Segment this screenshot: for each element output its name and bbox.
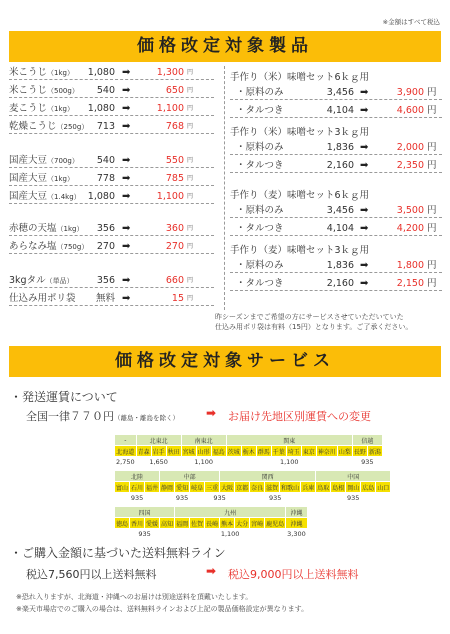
old-price: 3,456 xyxy=(326,87,354,98)
prefecture-cell: 岐阜 xyxy=(190,482,205,493)
shipping-change: お届け先地区別運賃への変更 xyxy=(228,410,371,423)
yen-unit: 円 xyxy=(427,223,437,234)
arrow-right-icon: ➡ xyxy=(122,223,131,234)
prefecture-cell: 兵庫 xyxy=(301,482,316,493)
product-name xyxy=(9,275,74,287)
prefecture-cell: 奈良 xyxy=(250,482,265,493)
set-row xyxy=(230,87,440,99)
prefecture-cell: 福井 xyxy=(145,482,160,493)
product-size: （750g） xyxy=(56,243,89,251)
new-price: 1,100 xyxy=(156,191,184,202)
arrow-right-icon: ➡ xyxy=(360,160,369,171)
product-size: （単品） xyxy=(45,277,74,285)
row-divider xyxy=(230,117,442,118)
price-cell: 1,650 xyxy=(136,457,181,468)
right-product-list xyxy=(230,0,445,320)
yen-unit: 円 xyxy=(427,278,437,289)
set-row xyxy=(230,260,440,272)
product-name xyxy=(9,155,79,167)
old-price: 1,836 xyxy=(326,142,354,153)
prefecture-cell: 広島 xyxy=(361,482,376,493)
prefecture-cell: 福島 xyxy=(211,446,226,457)
prefecture-cell: 埼玉 xyxy=(286,446,301,457)
row-divider xyxy=(230,99,442,100)
old-price: 1,080 xyxy=(87,67,115,78)
product-size: （700g） xyxy=(47,157,79,165)
product-size: （1kg） xyxy=(47,69,74,77)
product-name-text: 乾燥こうじ xyxy=(9,121,57,132)
left-product-list xyxy=(9,0,219,320)
yen-unit: 円 xyxy=(187,69,194,76)
prefecture-cell: 和歌山 xyxy=(280,482,301,493)
product-name xyxy=(9,223,83,235)
old-price: 270 xyxy=(96,241,115,252)
row-divider xyxy=(9,235,214,236)
shipping-current xyxy=(26,408,179,424)
row-divider xyxy=(9,167,214,168)
row-divider xyxy=(9,253,214,254)
arrow-right-icon: ➡ xyxy=(122,191,131,202)
prefecture-cell: 滋賀 xyxy=(265,482,280,493)
row-divider xyxy=(230,172,442,173)
product-name-text: 国産大豆 xyxy=(9,155,48,166)
prefecture-cell: 長野 xyxy=(352,446,367,457)
product-size: （1kg） xyxy=(47,175,74,183)
old-price: 3,456 xyxy=(326,205,354,216)
yen-unit: 円 xyxy=(187,277,194,284)
product-row xyxy=(9,155,209,167)
product-name-text: あらなみ塩 xyxy=(9,241,57,252)
arrow-right-icon: ➡ xyxy=(122,85,131,96)
bag-footnote-2: 仕込み用ポリ袋は有料（15円）となります。ご了承ください。 xyxy=(215,323,413,331)
product-name-text: 仕込み用ポリ袋 xyxy=(9,293,76,304)
product-row xyxy=(9,85,209,97)
prefecture-cell: 宮城 xyxy=(181,446,196,457)
region-cell: 関西 xyxy=(220,471,316,482)
old-price: 778 xyxy=(96,173,115,184)
product-row xyxy=(9,241,209,253)
set-row xyxy=(230,223,440,235)
prefecture-cell: 栃木 xyxy=(241,446,256,457)
product-row xyxy=(9,191,209,203)
row-divider xyxy=(230,272,442,273)
free-shipping-title: ・ご購入金額に基づいた送料無料ライン xyxy=(10,546,226,560)
region-cell: - xyxy=(115,435,137,446)
yen-unit: 円 xyxy=(187,243,194,250)
shipping-arrow-icon: ➡ xyxy=(206,406,217,420)
new-price: 3,900 xyxy=(396,87,424,98)
set-option: ・原料のみ xyxy=(236,87,284,98)
prefecture-cell: 岡山 xyxy=(346,482,361,493)
price-cell: 935 xyxy=(205,493,235,504)
prefecture-cell: 山形 xyxy=(196,446,211,457)
shipping-table-1 xyxy=(114,434,383,468)
product-row xyxy=(9,121,209,133)
new-price: 2,150 xyxy=(396,278,424,289)
prefecture-cell: 千葉 xyxy=(271,446,286,457)
row-divider xyxy=(9,133,214,134)
price-cell: 935 xyxy=(316,493,391,504)
prefecture-cell: 大阪 xyxy=(220,482,235,493)
new-price: 550 xyxy=(165,155,184,166)
product-row xyxy=(9,103,209,115)
yen-unit: 円 xyxy=(187,225,194,232)
old-price: 356 xyxy=(96,223,115,234)
row-divider xyxy=(230,290,442,291)
yen-unit: 円 xyxy=(187,123,194,130)
prefecture-cell: 大分 xyxy=(235,518,250,529)
new-price: 1,800 xyxy=(396,260,424,271)
new-price: 650 xyxy=(165,85,184,96)
prefecture-cell: 富山 xyxy=(115,482,130,493)
prefecture-cell: 宮崎 xyxy=(250,518,265,529)
prefecture-cell: 愛知 xyxy=(175,482,190,493)
set-option: ・原料のみ xyxy=(236,260,284,271)
tax-note: ※金額はすべて税込 xyxy=(382,18,440,26)
price-cell: 935 xyxy=(160,493,205,504)
region-cell: 北東北 xyxy=(136,435,181,446)
product-row xyxy=(9,293,209,305)
prefecture-cell: 京都 xyxy=(235,482,250,493)
prefecture-cell: 長崎 xyxy=(205,518,220,529)
old-price: 4,104 xyxy=(326,105,354,116)
old-price: 540 xyxy=(96,155,115,166)
price-cell: 935 xyxy=(352,457,382,468)
product-name xyxy=(9,85,79,97)
yen-unit: 円 xyxy=(187,157,194,164)
yen-unit: 円 xyxy=(187,105,194,112)
prefecture-cell: 群馬 xyxy=(256,446,271,457)
yen-unit: 円 xyxy=(187,193,194,200)
new-price: 1,100 xyxy=(156,103,184,114)
row-divider xyxy=(230,154,442,155)
prefecture-cell: 熊本 xyxy=(220,518,235,529)
yen-unit: 円 xyxy=(427,105,437,116)
row-divider xyxy=(9,97,214,98)
price-cell: 1,100 xyxy=(181,457,226,468)
product-name xyxy=(9,121,88,133)
old-price: 713 xyxy=(96,121,115,132)
services-banner: 価格改定対象サービス xyxy=(9,346,441,377)
prefecture-cell: 東京 xyxy=(301,446,316,457)
row-divider xyxy=(230,235,442,236)
set-option: ・原料のみ xyxy=(236,142,284,153)
product-size: （1.4kg） xyxy=(47,193,81,201)
row-divider xyxy=(9,305,214,306)
yen-unit: 円 xyxy=(427,142,437,153)
set-row xyxy=(230,278,440,290)
arrow-right-icon: ➡ xyxy=(122,67,131,78)
yen-unit: 円 xyxy=(427,260,437,271)
prefecture-cell: 佐賀 xyxy=(190,518,205,529)
bottom-note-2: ※楽天市場店でのご購入の場合は、送料無料ラインおよび上記の製品価格設定が異なります。 xyxy=(16,605,309,613)
product-name-text: 赤穂の天塩 xyxy=(9,223,57,234)
set-title: 手作り（米）味噌セット6ｋｇ用 xyxy=(230,72,370,83)
product-name-text: 国産大豆 xyxy=(9,191,48,202)
region-cell: 四国 xyxy=(115,507,175,518)
arrow-right-icon: ➡ xyxy=(122,121,131,132)
new-price: 1,300 xyxy=(156,67,184,78)
prefecture-cell: 島根 xyxy=(331,482,346,493)
price-cell: 1,100 xyxy=(175,529,286,540)
old-price: 1,080 xyxy=(87,191,115,202)
prefecture-cell: 北海道 xyxy=(115,446,137,457)
product-name xyxy=(9,293,76,305)
arrow-right-icon: ➡ xyxy=(360,205,369,216)
prefecture-cell: 愛媛 xyxy=(145,518,160,529)
product-row xyxy=(9,223,209,235)
column-divider xyxy=(224,66,225,310)
price-cell: 935 xyxy=(235,493,316,504)
product-name xyxy=(9,173,74,185)
price-cell: 935 xyxy=(115,493,160,504)
old-price: 4,104 xyxy=(326,223,354,234)
set-title: 手作り（米）味噌セット3ｋｇ用 xyxy=(230,127,370,138)
region-cell: 中国 xyxy=(316,471,391,482)
set-row xyxy=(230,142,440,154)
arrow-right-icon: ➡ xyxy=(122,275,131,286)
set-row xyxy=(230,205,440,217)
product-name-text: 麦こうじ xyxy=(9,103,48,114)
row-divider xyxy=(9,287,214,288)
product-name xyxy=(9,191,81,203)
arrow-right-icon: ➡ xyxy=(360,278,369,289)
arrow-right-icon: ➡ xyxy=(360,142,369,153)
prefecture-cell: 山梨 xyxy=(337,446,352,457)
product-name xyxy=(9,241,88,253)
old-price: 無料 xyxy=(95,293,115,304)
old-price: 2,160 xyxy=(326,160,354,171)
row-divider xyxy=(230,217,442,218)
set-title: 手作り（麦）味噌セット3ｋｇ用 xyxy=(230,245,370,256)
old-price: 540 xyxy=(96,85,115,96)
prefecture-cell: 鳥取 xyxy=(316,482,331,493)
free-shipping-arrow-icon: ➡ xyxy=(206,564,217,578)
set-option: ・タルつき xyxy=(236,223,284,234)
price-cell: 1,100 xyxy=(226,457,352,468)
arrow-right-icon: ➡ xyxy=(360,223,369,234)
prefecture-cell: 石川 xyxy=(130,482,145,493)
set-option: ・タルつき xyxy=(236,160,284,171)
arrow-right-icon: ➡ xyxy=(360,260,369,271)
prefecture-cell: 三重 xyxy=(205,482,220,493)
yen-unit: 円 xyxy=(187,175,194,182)
prefecture-cell: 岩手 xyxy=(151,446,166,457)
product-name-text: 国産大豆 xyxy=(9,173,48,184)
region-cell: 関東 xyxy=(226,435,352,446)
new-price: 360 xyxy=(165,223,184,234)
new-price: 785 xyxy=(165,173,184,184)
new-price: 4,200 xyxy=(396,223,424,234)
product-name-text: 米こうじ xyxy=(9,67,48,78)
yen-unit: 円 xyxy=(427,87,437,98)
new-price: 2,000 xyxy=(396,142,424,153)
arrow-right-icon: ➡ xyxy=(360,105,369,116)
prefecture-cell: 神奈川 xyxy=(316,446,337,457)
row-divider xyxy=(9,115,214,116)
shipping-current-note: （離島・離島を除く） xyxy=(114,414,179,422)
old-price: 1,836 xyxy=(326,260,354,271)
old-price: 356 xyxy=(96,275,115,286)
prefecture-cell: 鹿児島 xyxy=(265,518,286,529)
free-shipping-new: 税込9,000円以上送料無料 xyxy=(228,568,359,581)
set-row xyxy=(230,160,440,172)
new-price: 768 xyxy=(165,121,184,132)
new-price: 270 xyxy=(165,241,184,252)
prefecture-cell: 香川 xyxy=(130,518,145,529)
shipping-table-2 xyxy=(114,470,391,504)
new-price: 660 xyxy=(165,275,184,286)
prefecture-cell: 青森 xyxy=(136,446,151,457)
product-name xyxy=(9,103,74,115)
yen-unit: 円 xyxy=(187,87,194,94)
prefecture-cell: 徳島 xyxy=(115,518,130,529)
shipping-title: ・発送運賃について xyxy=(10,390,118,404)
free-shipping-current: 税込7,560円以上送料無料 xyxy=(26,568,157,581)
region-cell: 北陸 xyxy=(115,471,160,482)
price-cell: 2,750 xyxy=(116,458,135,466)
price-cell: 935 xyxy=(115,529,175,540)
yen-unit: 円 xyxy=(187,295,194,302)
prefecture-cell: 高知 xyxy=(160,518,175,529)
arrow-right-icon: ➡ xyxy=(122,293,131,304)
region-cell: 信越 xyxy=(352,435,382,446)
set-option: ・原料のみ xyxy=(236,205,284,216)
arrow-right-icon: ➡ xyxy=(122,173,131,184)
new-price: 15 xyxy=(171,293,184,304)
shipping-current-text: 全国一律７７０円 xyxy=(26,410,114,423)
prefecture-cell: 福岡 xyxy=(175,518,190,529)
new-price: 2,350 xyxy=(396,160,424,171)
prefecture-cell: 新潟 xyxy=(367,446,382,457)
product-row xyxy=(9,275,209,287)
product-row xyxy=(9,173,209,185)
region-cell: 九州 xyxy=(175,507,286,518)
region-cell: 沖縄 xyxy=(286,507,308,518)
product-size: （500g） xyxy=(47,87,79,95)
old-price: 2,160 xyxy=(326,278,354,289)
products-banner: 価格改定対象製品 xyxy=(9,31,441,62)
prefecture-cell: 沖縄 xyxy=(286,518,308,529)
shipping-table-3 xyxy=(114,506,308,540)
arrow-right-icon: ➡ xyxy=(122,103,131,114)
product-size: （1kg） xyxy=(47,105,74,113)
product-name-text: 米こうじ xyxy=(9,85,48,96)
product-name xyxy=(9,67,74,79)
set-row xyxy=(230,105,440,117)
row-divider xyxy=(9,79,214,80)
prefecture-cell: 茨城 xyxy=(226,446,241,457)
new-price: 3,500 xyxy=(396,205,424,216)
product-row xyxy=(9,67,209,79)
region-cell: 中部 xyxy=(160,471,220,482)
region-cell: 南東北 xyxy=(181,435,226,446)
set-title: 手作り（麦）味噌セット6ｋｇ用 xyxy=(230,190,370,201)
product-name-text: 3kgタル xyxy=(9,275,46,286)
arrow-right-icon: ➡ xyxy=(122,241,131,252)
prefecture-cell: 秋田 xyxy=(166,446,181,457)
old-price: 1,080 xyxy=(87,103,115,114)
yen-unit: 円 xyxy=(427,205,437,216)
set-option: ・タルつき xyxy=(236,105,284,116)
row-divider xyxy=(9,203,214,204)
product-size: （1kg） xyxy=(56,225,84,233)
arrow-right-icon: ➡ xyxy=(122,155,131,166)
product-size: （250g） xyxy=(56,123,89,131)
set-option: ・タルつき xyxy=(236,278,284,289)
bag-footnote-1: 昨シーズンまでご希望の方にサービスさせていただいていた xyxy=(215,313,404,321)
prefecture-cell: 山口 xyxy=(376,482,391,493)
row-divider xyxy=(9,185,214,186)
new-price: 4,600 xyxy=(396,105,424,116)
prefecture-cell: 静岡 xyxy=(160,482,175,493)
yen-unit: 円 xyxy=(427,160,437,171)
arrow-right-icon: ➡ xyxy=(360,87,369,98)
price-cell: 3,300 xyxy=(287,530,306,538)
bottom-note-1: ※恐れ入りますが、北海道・沖縄へのお届けは別途送料を頂戴いたします。 xyxy=(16,593,253,601)
